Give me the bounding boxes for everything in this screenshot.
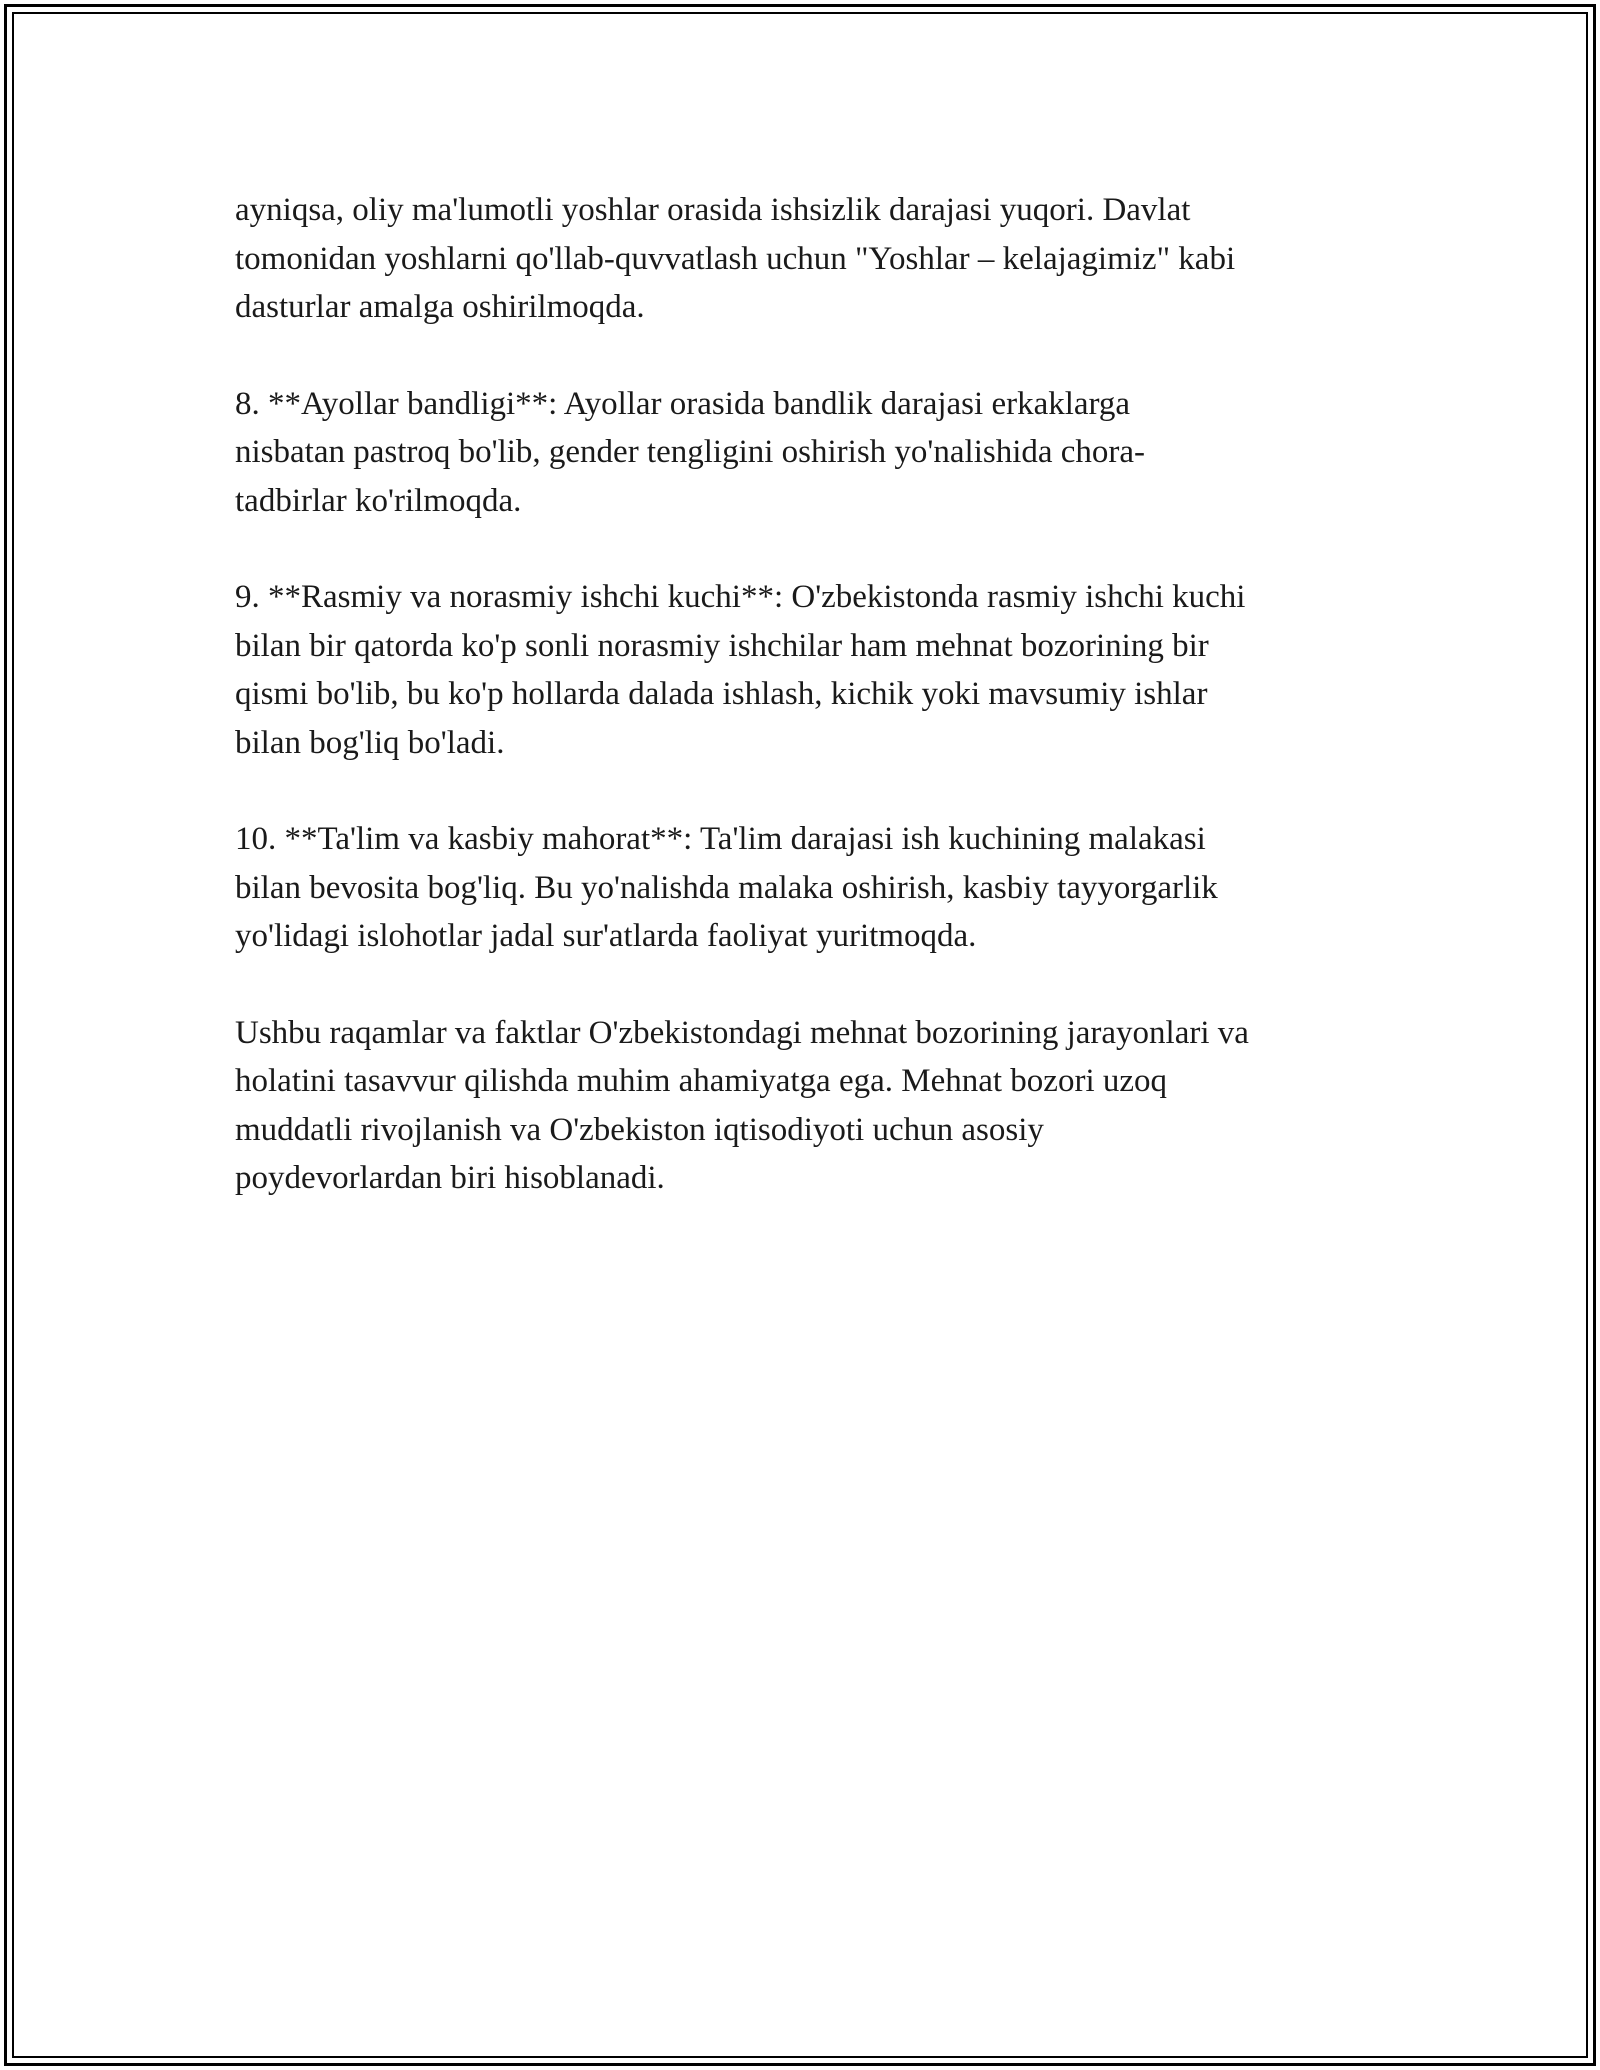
paragraph-education-skills: 10. **Ta'lim va kasbiy mahorat**: Ta'lim darajasi ish kuchining malakasi bilan bevosita bog'liq. Bu yo'nalishda malaka oshirish, kasbiy tayyorgarlik yo'lidagi islohotlar jadal sur'atlarda faoliyat yuritmoqda. [235, 821, 1218, 954]
paragraph-youth-unemployment: ayniqsa, oliy ma'lumotli yoshlar orasida ishsizlik darajasi yuqori. Davlat tomonidan yoshlarni qo'llab-quvvatlash uchun "Yoshlar – kelajagimiz" kabi dasturlar amalga oshirilmoqda. [235, 192, 1236, 325]
document-body [235, 186, 1395, 1251]
paragraph-conclusion: Ushbu raqamlar va faktlar O'zbekistondagi mehnat bozorining jarayonlari va holatini tasavvur qilishda muhim ahamiyatga ega. Mehnat bozori uzoq muddatli rivojlanish va O'zbekiston iqtisodiyoti uchun asosiy poydevorlardan biri hisoblanadi. [235, 1014, 1249, 1196]
paragraph-formal-informal-labor: 9. **Rasmiy va norasmiy ishchi kuchi**: O'zbekistonda rasmiy ishchi kuchi bilan bir qatorda ko'p sonli norasmiy ishchilar ham mehnat bozorining bir qismi bo'lib, bu ko'p hollarda dalada ishlash, kichik yoki mavsumiy ishlar bilan bog'liq bo'ladi. [235, 579, 1246, 761]
paragraph-women-employment: 8. **Ayollar bandligi**: Ayollar orasida bandlik darajasi erkaklarga nisbatan pastroq bo'lib, gender tengligini oshirish yo'nalishida chora- tadbirlar ko'rilmoqda. [235, 385, 1146, 519]
